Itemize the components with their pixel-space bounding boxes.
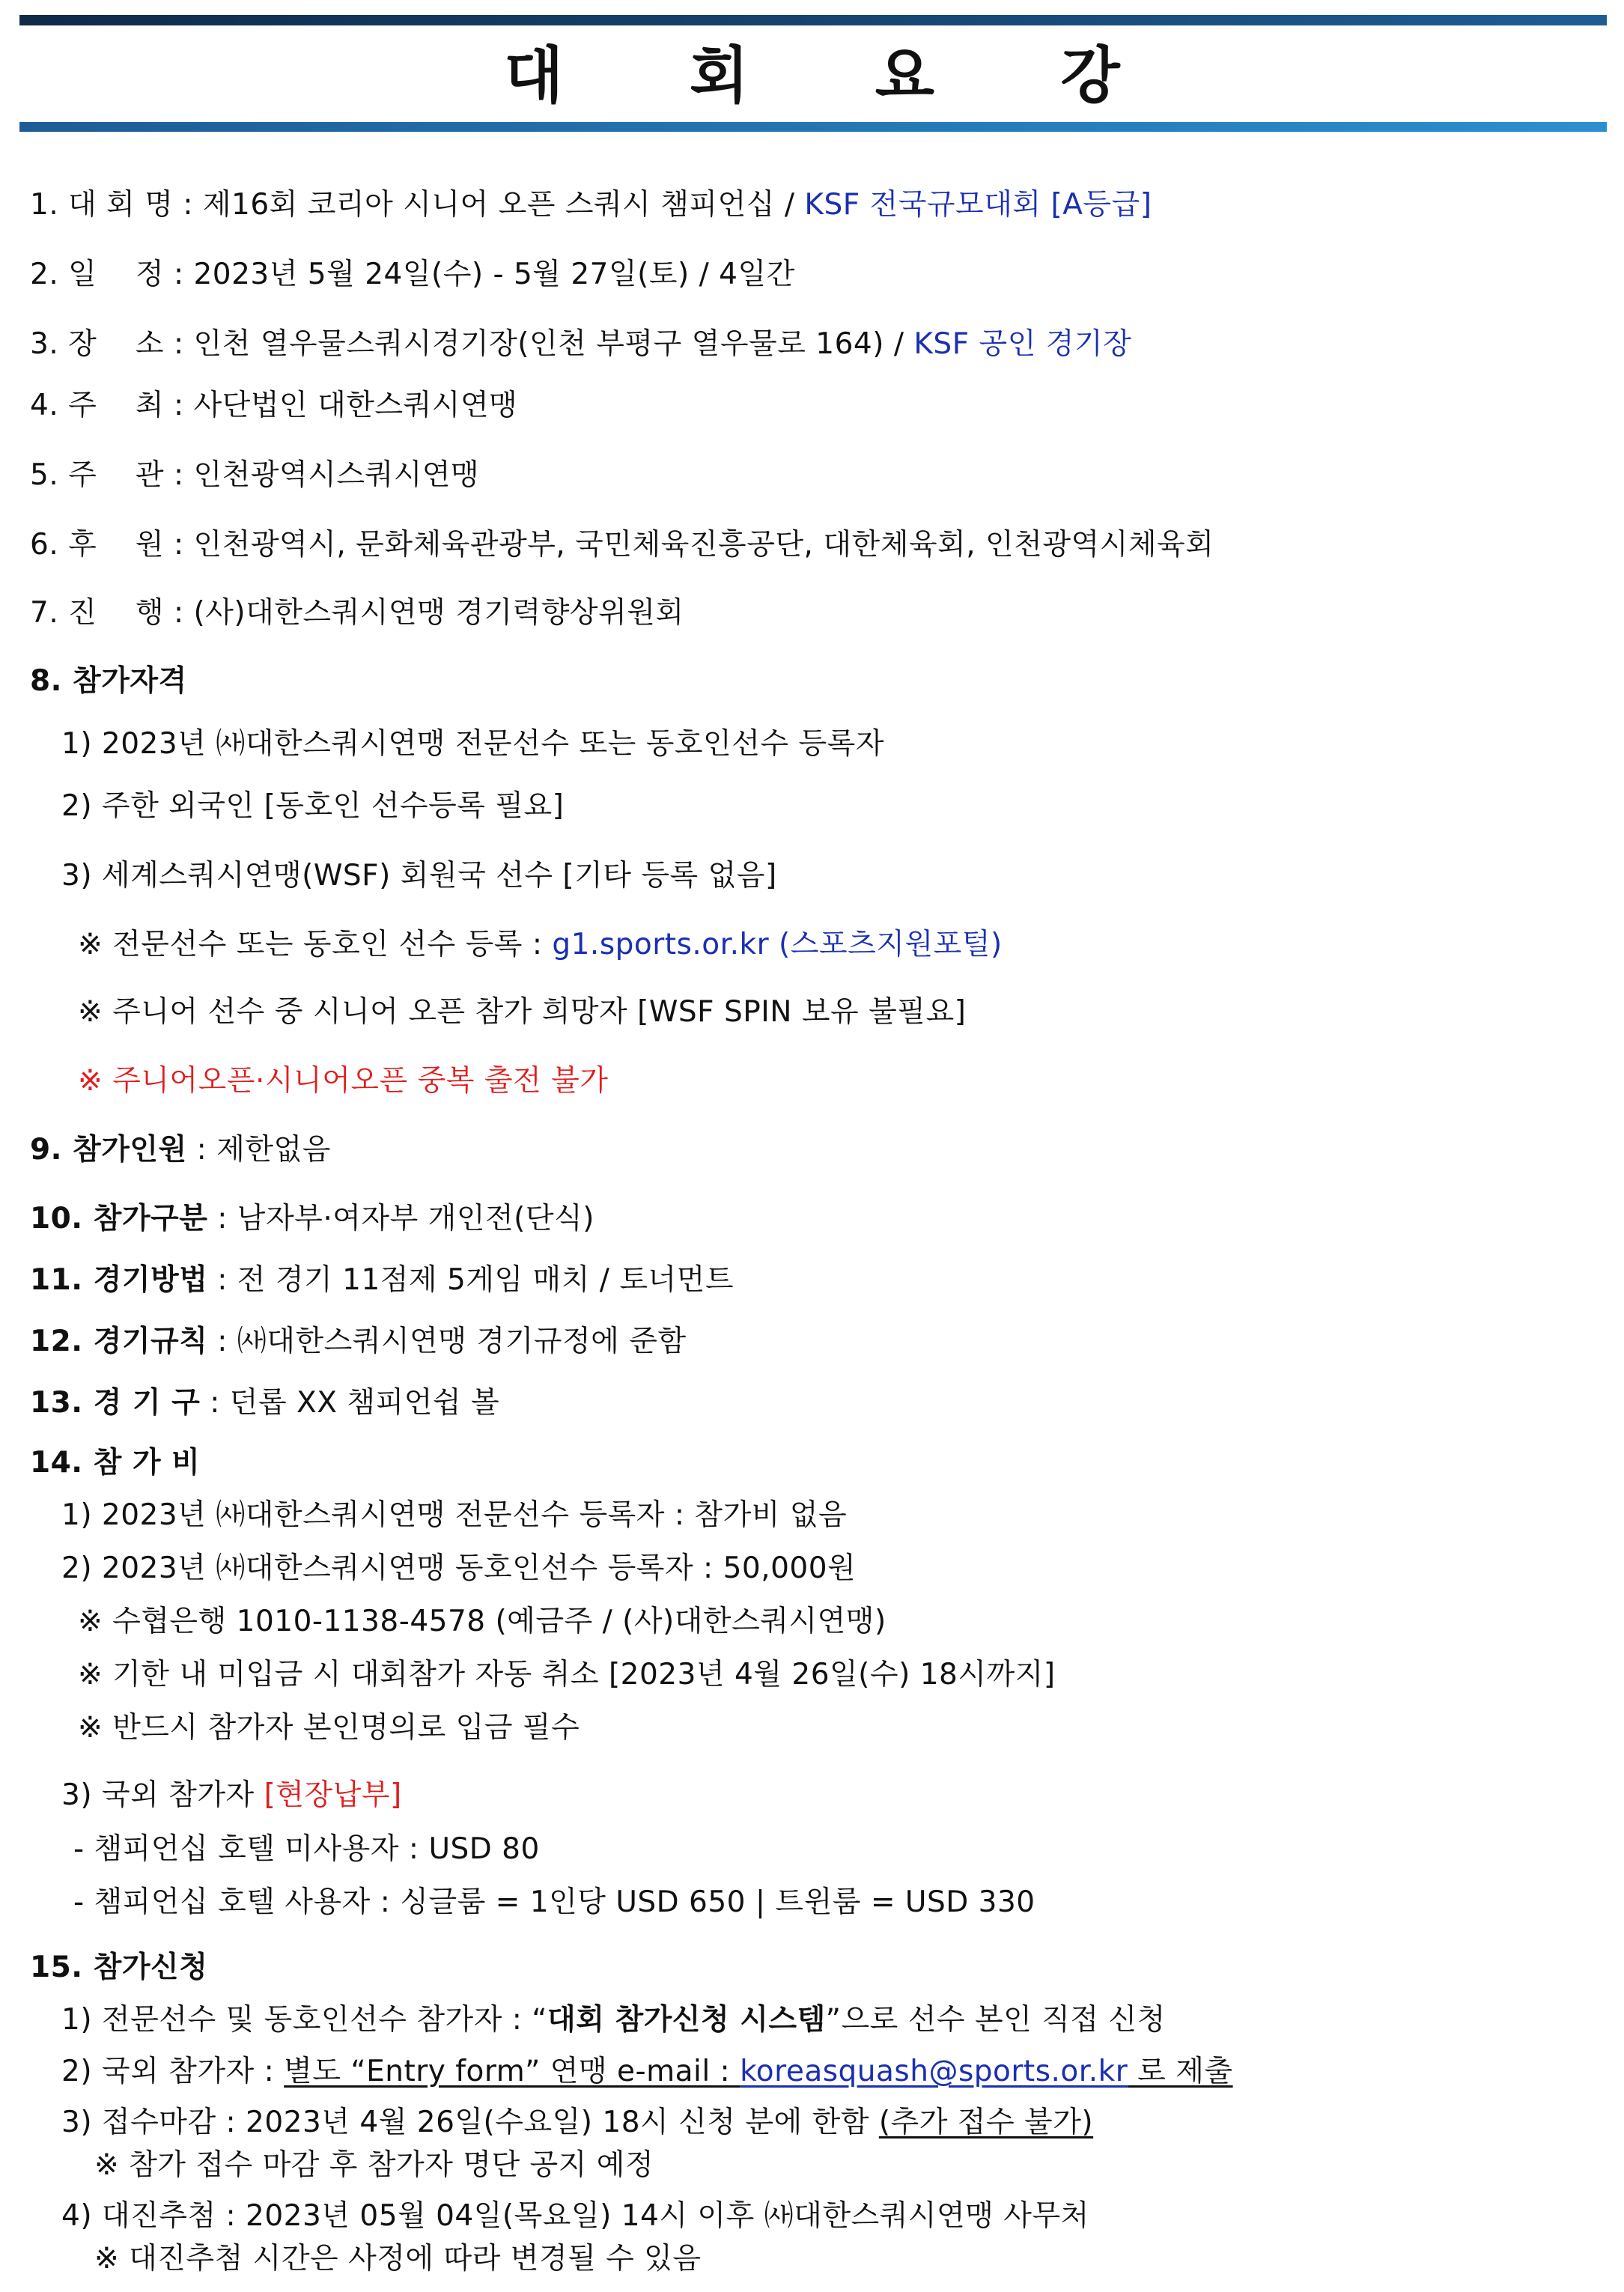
application-3: 3) 접수마감 : 2023년 4월 26일(수요일) 18시 신청 분에 한함 (추가 접수 불가) [61,2106,1094,2139]
email-link[interactable]: koreasquash@sports.or.kr [740,2055,1128,2088]
application-1: 1) 전문선수 및 동호인선수 참가자 : “대회 참가신청 시스템”으로 선수 본인 직접 신청 [61,2003,1166,2037]
item-eligibility-heading: 8. 참가자격 [30,664,187,698]
item-sponsors: 6. 후 원 : 인천광역시, 문화체육관광부, 국민체육진흥공단, 대한체육회, 인천광역시체육회 [30,528,1214,562]
header-bottom-bar [19,122,1607,132]
item-event-name: 1. 대 회 명 : 제16회 코리아 시니어 오픈 스쿼시 챔피언십 / KSF 전국규모대회 [A등급] [30,188,1152,222]
application-2: 2) 국외 참가자 : 별도 “Entry form” 연맹 e-mail : koreasquash@sports.or.kr 로 제출 [61,2055,1233,2088]
item-venue: 3. 장 소 : 인천 열우물스쿼시경기장(인천 부평구 열우물로 164) / KSF 공인 경기장 [30,327,1132,361]
application-3-note: ※ 참가 접수 마감 후 참가자 명단 공지 예정 [94,2148,654,2182]
item-format: 11. 경기방법 : 전 경기 11점제 5게임 매치 / 토너먼트 [30,1263,735,1297]
application-4: 4) 대진추첨 : 2023년 05월 04일(목요일) 14시 이후 ㈔대한스쿼시연맹 사무처 [61,2199,1089,2233]
fee-2: 2) 2023년 ㈔대한스쿼시연맹 동호인선수 등록자 : 50,000원 [61,1551,857,1585]
item-operation: 7. 진 행 : (사)대한스쿼시연맹 경기력향상위원회 [30,596,684,630]
item-fee-heading: 14. 참 가 비 [30,1446,201,1480]
fee-3: 3) 국외 참가자 [현장납부] [61,1778,402,1812]
eligibility-3: 3) 세계스쿼시연맹(WSF) 회원국 선수 [기타 등록 없음] [61,859,777,893]
fee-detail-no-hotel: - 챔피언십 호텔 미사용자 : USD 80 [73,1832,540,1866]
item-rules: 12. 경기규칙 : ㈔대한스쿼시연맹 경기규정에 준함 [30,1325,687,1358]
item-participants: 9. 참가인원 : 제한없음 [30,1133,331,1167]
fee-note-bank: ※ 수협은행 1010-1138-4578 (예금주 / (사)대한스쿼시연맹) [78,1605,886,1638]
eligibility-2: 2) 주한 외국인 [동호인 선수등록 필요] [61,789,565,823]
fee-detail-hotel: - 챔피언십 호텔 사용자 : 싱글룸 = 1인당 USD 650 | 트윈룸 = USD 330 [73,1885,1035,1919]
item-host: 4. 주 최 : 사단법인 대한스쿼시연맹 [30,389,518,422]
fee-note-deadline: ※ 기한 내 미입금 시 대회참가 자동 취소 [2023년 4월 26일(수) 18시까지] [78,1658,1056,1691]
item-ball: 13. 경 기 구 : 던롭 XX 챔피언쉽 볼 [30,1386,500,1420]
eligibility-1: 1) 2023년 ㈔대한스쿼시연맹 전문선수 또는 동호인선수 등록자 [61,727,884,761]
eligibility-note-registration: ※ 전문선수 또는 동호인 선수 등록 : g1.sports.or.kr (스포츠지원포털) [78,928,1003,961]
page-title: 대 회 요 강 [504,40,1173,112]
header-top-bar [19,15,1607,25]
item-application-heading: 15. 참가신청 [30,1951,208,1984]
eligibility-note-junior: ※ 주니어 선수 중 시니어 오픈 참가 희망자 [WSF SPIN 보유 불필요] [78,995,967,1029]
application-4-note: ※ 대진추첨 시간은 사정에 따라 변경될 수 있음 [94,2242,702,2276]
item-schedule: 2. 일 정 : 2023년 5월 24일(수) - 5월 27일(토) / 4일간 [30,258,795,291]
item-organizer: 5. 주 관 : 인천광역시스쿼시연맹 [30,458,480,492]
fee-1: 1) 2023년 ㈔대한스쿼시연맹 전문선수 등록자 : 참가비 없음 [61,1498,848,1532]
eligibility-note-duplicate: ※ 주니어오픈·시니어오픈 중복 출전 불가 [78,1064,609,1098]
item-divisions: 10. 참가구분 : 남자부·여자부 개인전(단식) [30,1202,594,1235]
fee-note-name: ※ 반드시 참가자 본인명의로 입금 필수 [78,1711,580,1745]
